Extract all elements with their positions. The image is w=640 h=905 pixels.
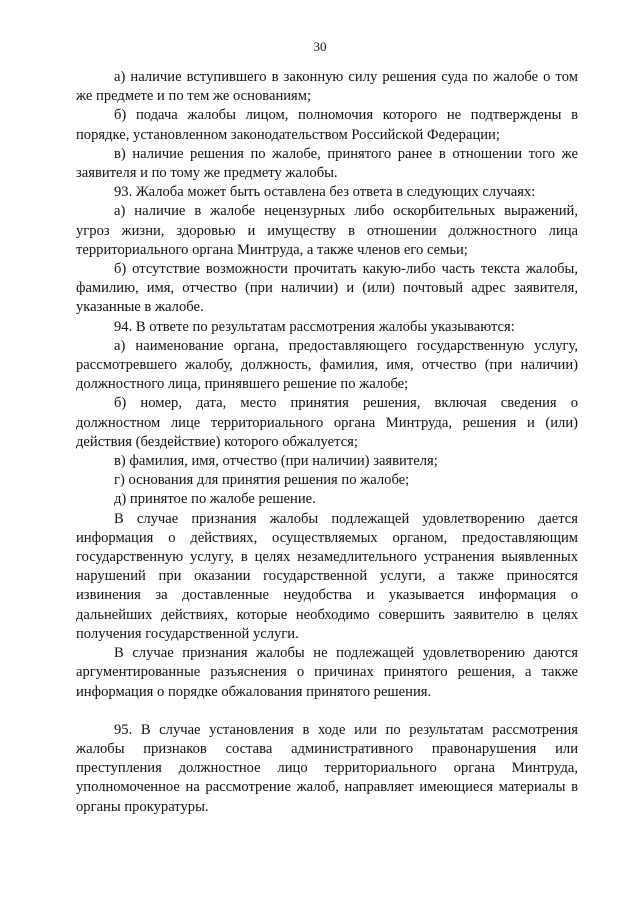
paragraph: а) наличие вступившего в законную силу решения суда по жалобе о том же предмете и по тем же основаниям;: [76, 69, 578, 105]
paragraph: б) номер, дата, место принятия решения, включая сведения о должностном лице территориального органа Минтруда, решения и (или) действия (бездействие) которого обжалуется;: [76, 395, 578, 450]
paragraph: 95. В случае установления в ходе или по результатам рассмотрения жалобы признаков состава административного правонарушения или преступления должностное лицо территориального органа Минтруда, уполномоченное на рассмотрение жалоб, направляет имеющиеся материалы в органы прокуратуры.: [76, 721, 578, 815]
paragraph: 93. Жалоба может быть оставлена без ответа в следующих случаях:: [114, 184, 536, 201]
paragraph: 94. В ответе по результатам рассмотрения жалобы указываются:: [114, 318, 515, 335]
paragraph: в) фамилия, имя, отчество (при наличии) заявителя;: [114, 453, 438, 470]
paragraph: а) наличие в жалобе нецензурных либо оскорбительных выражений, угроз жизни, здоровью и имуществу в отношении должностного лица территориального органа Минтруда, а также членов его семьи;: [76, 203, 578, 258]
paragraph: В случае признания жалобы подлежащей удовлетворению дается информация о действиях, осуществляемых органом, предоставляющим государственную услугу, в целях незамедлительного устранения выявленных нарушений при оказании государственной услуги, а также приносятся извинения за доставленные неудобства и указывается информация о дальнейших действиях, которые необходимо совершить заявителю в целях получения государственной услуги.: [76, 510, 578, 642]
paragraph: б) отсутствие возможности прочитать какую-либо часть текста жалобы, фамилию, имя, отчество (при наличии) и (или) почтовый адрес заявителя, указанные в жалобе.: [76, 261, 578, 316]
paragraph: В случае признания жалобы не подлежащей удовлетворению даются аргументированные разъяснения о причинах принятого решения, а также информация о порядке обжалования принятого решения.: [76, 645, 578, 700]
paragraph-spacer: [76, 702, 578, 721]
paragraph: д) принятое по жалобе решение.: [114, 491, 316, 508]
page-number: 30: [313, 39, 327, 54]
document-body: [76, 68, 578, 817]
paragraph: б) подача жалобы лицом, полномочия которого не подтверждены в порядке, установленном законодательством Российской Федерации;: [76, 107, 578, 143]
paragraph: в) наличие решения по жалобе, принятого ранее в отношении того же заявителя и по тому же предмету жалобы.: [76, 145, 578, 182]
paragraph: г) основания для принятия решения по жалобе;: [114, 472, 410, 489]
paragraph: а) наименование органа, предоставляющего государственную услугу, рассмотревшего жалобу, должность, фамилия, имя, отчество (при наличии) должностного лица, принявшего решение по жалобе;: [76, 337, 578, 393]
